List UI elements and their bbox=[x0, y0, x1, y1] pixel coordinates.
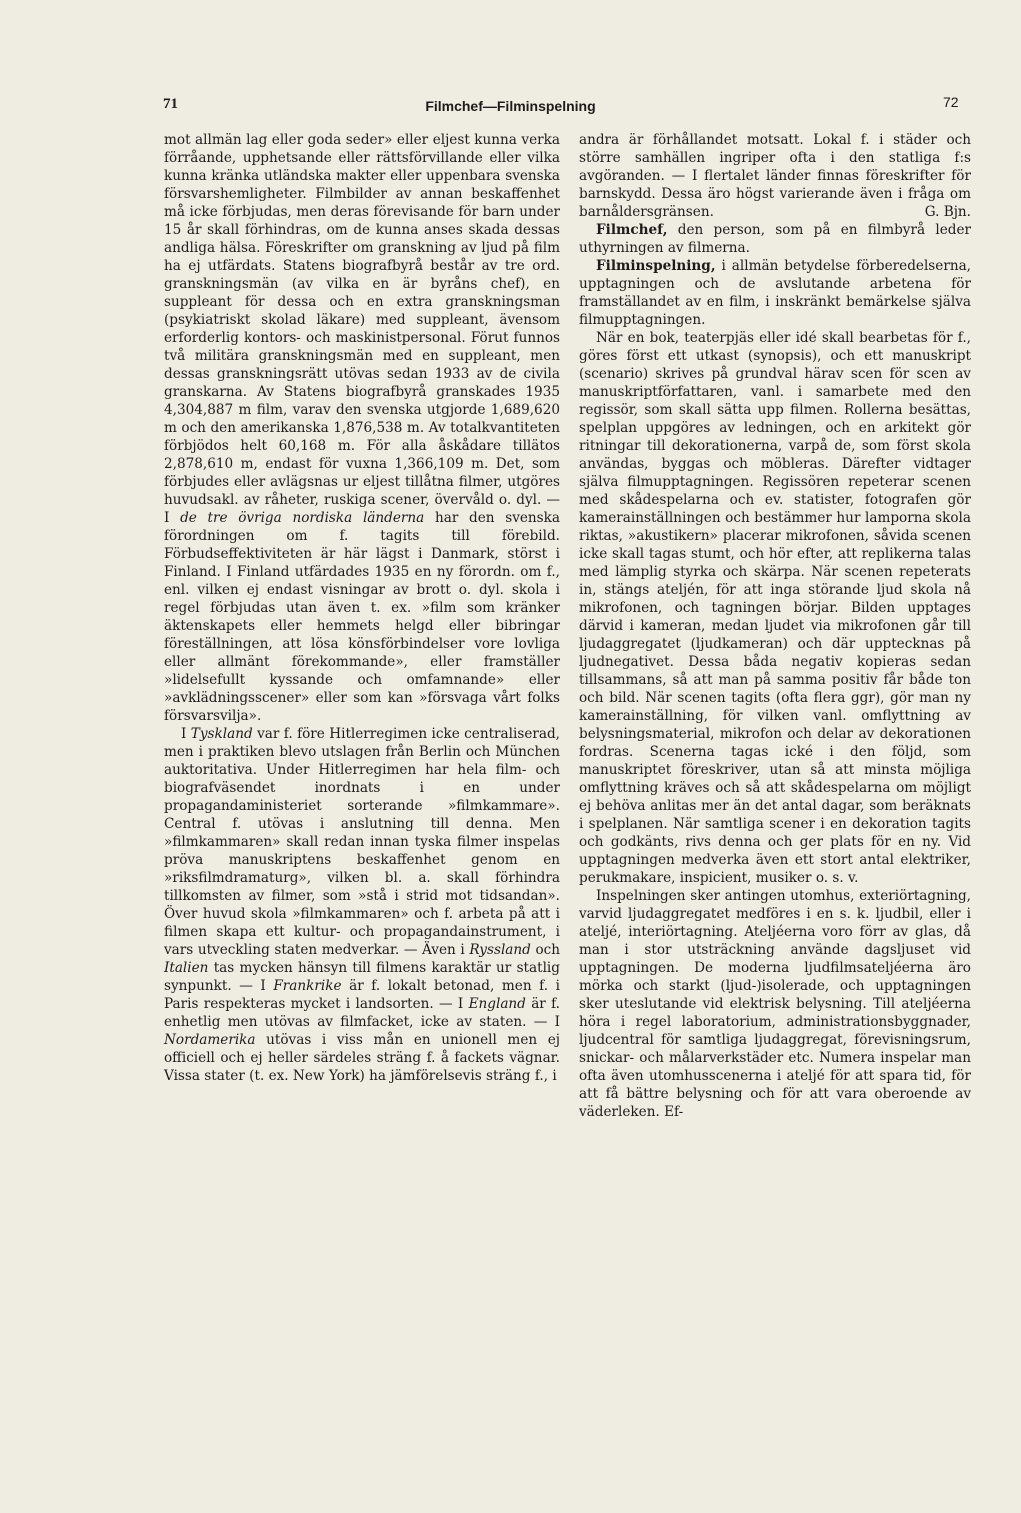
text-run: och bbox=[530, 942, 560, 958]
text-run: andra är förhållandet motsatt. Lokal f. i städer och större samhällen ingriper ofta i den statliga f:s avgöranden. — I flertalet länder finnas föreskrifter för barnskydd. Dessa äro högst varierande även i fråga om barnåldersgränsen. bbox=[579, 132, 971, 220]
text-run: har den svenska förordningen om f. tagits till förebild. Förbudseffektiviteten är här lägst i Danmark, störst i Finland. I Finland utfärdades 1935 en ny förordn. om f., enl. vilken ej endast visningar av brott o. dyl. skola i regel förbjudas utan även t. ex. »film som kränker äktenskapets eller hemmets helgd eller bibringar föreställningen, att lösa könsförbindelser vore lovliga eller allmänt förekommande», eller framställer »lidelsefullt kyssande och omfamnande» eller »avklädningsscener» eller som kan »försvaga vårt folks försvarsvilja». bbox=[164, 510, 560, 724]
paragraph bbox=[579, 221, 971, 257]
text-run: utövas i viss mån en unionell men ej officiell och ej heller särdeles sträng f. å fackets vägnar. Vissa stater (t. ex. New York) ha jämförelsevis sträng f., i bbox=[164, 1032, 560, 1084]
text-run: mot allmän lag eller goda seder» eller eljest kunna verka förråande, upphetsande eller rättsförvillande eller vilka kunna kränka utländska makter eller uppenbara svenska försvarshemligheter. Filmbilder av annan beskaffenhet må icke förbjudas, men deras förevisande för barn under 15 år skall förhindras, om de kunna anses skada dessas andliga hälsa. Föreskrifter om granskning av ljud på film ha ej utfärdats. Statens biografbyrå består av tre ord. granskningsmän (av vilka en är byråns chef), en suppleant för dessa och en extra granskningsman (psykiatriskt skolad läkare) med suppleant, ävensom erforderlig kontors- och maskinistpersonal. Förut funnos två militära granskningsmän med en suppleant, men dessas granskningsrätt utövas sedan 1933 av de civila granskarna. Av Statens biografbyrå granskades 1935 4,304,887 m film, varav den svenska utgjorde 1,689,620 m och den amerikanska 1,876,538 m. Av totalkvantiteten förbjödos helt 60,168 m. För alla åskådare tillätos 2,878,610 m, endast för vuxna 1,366,109 m. Det, som förbjudes eller avlägsnas ur eljest tillåtna filmer, utgöres huvudsakl. av råheter, ruskiga scener, övervåld o. dyl. — I bbox=[164, 132, 560, 526]
text-run: är f. enhetlig men utövas av filmfacket, icke av staten. — I bbox=[164, 996, 560, 1030]
paragraph bbox=[579, 329, 971, 887]
running-title: Filmchef—Filminspelning bbox=[425, 98, 596, 114]
entry-headword: Filminspelning, bbox=[596, 258, 716, 274]
text-run: den person, som på en filmbyrå leder uthyrningen av filmerna. bbox=[579, 222, 971, 256]
right-column bbox=[579, 131, 971, 1121]
italic-term: Frankrike bbox=[273, 978, 342, 994]
text-run: I bbox=[181, 726, 191, 742]
paragraph bbox=[164, 131, 560, 725]
italic-term: Italien bbox=[164, 960, 209, 976]
paragraph bbox=[579, 257, 971, 329]
italic-term: Nordamerika bbox=[164, 1032, 256, 1048]
page-number-left: 71 bbox=[163, 96, 178, 112]
text-run: När en bok, teaterpjäs eller idé skall bearbetas för f., göres först ett utkast (synopsis), och ett manuskript (scenario) skrives på grundval härav scen för scen av manuskriptförfattaren, vanl. i samarbete med den regissör, som skall sätta upp filmen. Rollerna besättas, spelplan uppgöres av ledningen, och en arkitekt gör ritningar till dekorationerna, varpå de, som först skola användas, byggas och möbleras. Därefter vidtager själva filmupptagningen. Regissören repeterar scenen med skådespelarna och ev. statister, fotografen gör kamerainställningen och bestämmer hur lamporna skola riktas, »akustikern» placerar mikrofonen, såvida scenen icke skall tagas stumt, och hör efter, att replikerna talas med lämplig styrka och skärpa. När scenen repeterats in, stängs ateljén, för att inga störande ljud skola nå mikrofonen, och tagningen börjar. Bilden upptages därvid i kameran, medan ljudet via mikrofonen går till ljudaggregatet (ljudkameran) och där upptecknas på ljudnegativet. Dessa båda negativ kopieras sedan tillsammans, så att man på samma positiv får både ton och bild. När scenen tagits (ofta flera ggr), gör man ny kamerainställning, för vilken vanl. omflyttning av belysningsmaterial, mikrofon och delar av dekorationen fordras. Scenerna tagas ické i den följd, som manuskriptet föreskriver, utan så att minsta möjliga omflyttning kräves och så att skådespelarna om möjligt ej behöva anlitas mer än det antal dagar, som beräknats i spelplanen. När samtliga scener i en dekoration tagits och godkänts, rivs denna och ger plats för en ny. Vid upptagningen medverka även ett stort antal elektriker, perukmakare, inspicient, musiker o. s. v. bbox=[579, 330, 971, 886]
text-run: tas mycken hänsyn till filmens karaktär ur statlig synpunkt. — I bbox=[164, 960, 560, 994]
italic-term: Ryssland bbox=[469, 942, 531, 958]
italic-term: Tyskland bbox=[190, 726, 253, 742]
author-signature: G. Bjn. bbox=[924, 204, 971, 220]
italic-term: England bbox=[468, 996, 526, 1012]
left-column bbox=[164, 131, 560, 1085]
paragraph bbox=[579, 887, 971, 1121]
paragraph bbox=[164, 725, 560, 1085]
paragraph bbox=[579, 131, 971, 221]
text-run: i allmän betydelse förberedelserna, upptagningen och de avslutande arbetena för framställandet av en film, i inskränkt bemärkelse själva filmupptagningen. bbox=[579, 258, 971, 328]
entry-headword: Filmchef, bbox=[596, 222, 668, 238]
text-run: är f. lokalt betonad, men f. i Paris respekteras mycket i landsorten. — I bbox=[164, 978, 560, 1012]
italic-term: de tre övriga nordiska länderna bbox=[180, 510, 425, 526]
text-run: Inspelningen sker antingen utomhus, exteriörtagning, varvid ljudaggregatet medföres i en s. k. ljudbil, eller i ateljé, interiörtagning. Ateljéerna voro förr av glas, då man i stor utsträckning använde dagsljuset vid upptagningen. De moderna ljudfilmsateljéerna äro mörka och starkt (ljud-)isolerade, och upptagningen sker uteslutande vid elektrisk belysning. Till ateljéerna höra i regel laboratorium, administrationsbyggnader, ljudcentral för samtliga ljudaggregat, förevisningsrum, snickar- och målarverkstäder etc. Numera inspelar man ofta även utomhusscenerna i ateljé för att spara tid, för att få bättre belysning och för att vara oberoende av väderleken. Ef- bbox=[579, 888, 971, 1120]
page-number-right: 72 bbox=[943, 94, 959, 110]
text-run: var f. före Hitlerregimen icke centraliserad, men i praktiken blevo utslagen från Berlin och München auktoritativa. Under Hitlerregimen har hela film- och biografväsendet inordnats i en under propagandaministeriet sorterande »filmkammare». Central f. utövas i anslutning till denna. Men »filmkammaren» skall redan innan tyska filmer inspelas pröva manuskriptens beskaffenhet genom en »riksfilmdramaturg», vilken bl. a. skall förhindra tillkomsten av filmer, som »stå i strid mot tidsandan». Över huvud skola »filmkammaren» och f. arbeta på att i filmen skapa ett kultur- och propagandainstrument, i vars utveckling staten medverkar. — Även i bbox=[164, 726, 560, 958]
